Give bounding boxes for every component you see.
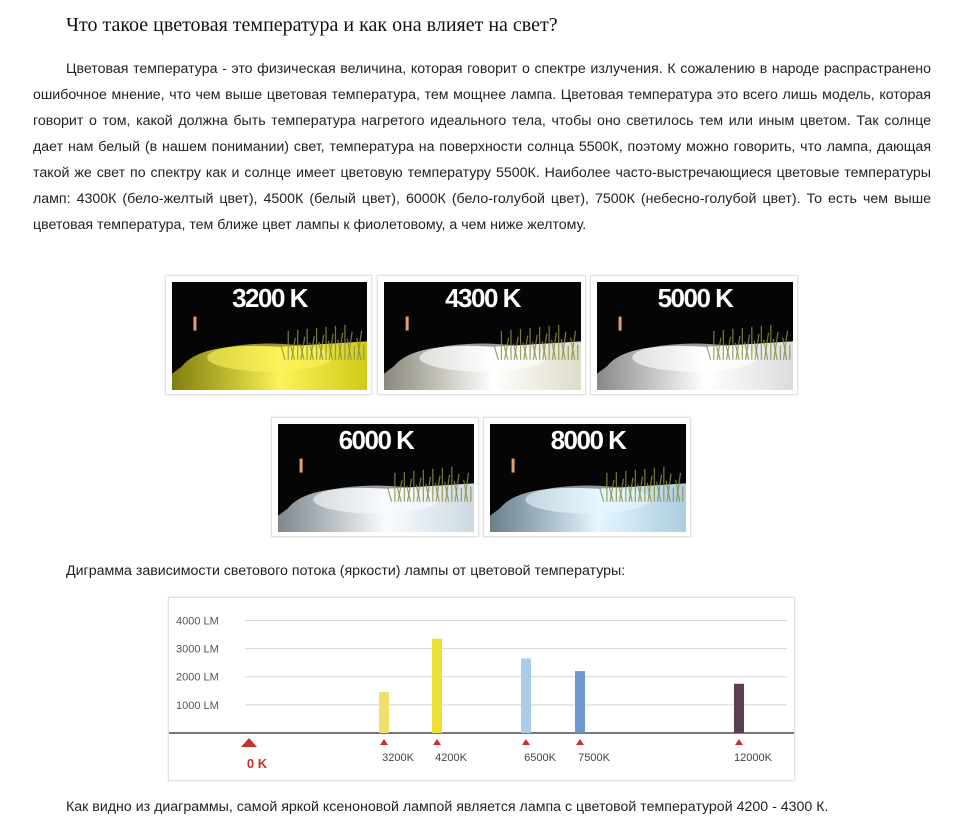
lamp-marker — [406, 317, 409, 331]
lamp-photo-card — [590, 275, 798, 395]
lamp-marker — [619, 317, 622, 331]
x-tick-marker — [380, 739, 388, 745]
y-tick-label: 2000 LM — [176, 671, 219, 684]
lamp-photo-card — [483, 417, 691, 537]
y-tick-label: 1000 LM — [176, 699, 219, 712]
lamp-temperature-label: 4300 K — [445, 283, 520, 313]
chart-bar — [379, 692, 389, 733]
lamp-photo-card — [377, 275, 586, 395]
lamp-photo — [278, 424, 474, 532]
lamp-marker — [512, 459, 515, 473]
lamp-photo — [490, 424, 686, 532]
lamp-photo — [172, 282, 367, 390]
lamp-temperature-label: 3200 K — [232, 283, 307, 313]
x-tick-label: 4200K — [435, 752, 467, 764]
origin-label: 0 K — [246, 756, 268, 771]
chart-bar — [521, 658, 531, 733]
origin-marker — [241, 738, 257, 747]
lamp-temperature-label: 5000 K — [657, 283, 733, 313]
lamp-temperature-label: 6000 K — [338, 425, 414, 455]
intro-paragraph: Цветовая температура - это физическая величина, которая говорит о спектре излучения. К сожалению в народе распрастранено ошибочное мнение, что чем выше цветовая температура, тем мощнее лампа. Цветовая температура это всего лишь модель, которая говорит о том, какой должна быть температура нагретого идеального тела, чтобы оно светилось тем или иным цветом. Так солнце дает нам белый (в нашем понимании) свет, температура на поверхности солнца 5500К, поэтому можно говорить, что лампа, дающая такой же свет по спектру как и солнце имеет цветовую температуру 5500К. Наиболее часто-выстречающиеся цветовые температуры ламп: 4300К (бело-желтый цвет), 4500К (белый цвет), 6000К (бело-голубой цвет), 7500К (небесно-голубой цвет). То есть чем выше цветовая температура, тем ближе цвет лампы к фиолетовому, а чем ниже желтому. — [33, 61, 931, 233]
lamp-photo-card — [165, 275, 372, 395]
x-tick-label: 6500K — [524, 752, 556, 764]
x-tick-marker — [576, 739, 584, 745]
chart-bar — [432, 639, 442, 733]
x-tick-marker — [522, 739, 530, 745]
x-tick-label: 7500K — [578, 752, 610, 764]
diagram-caption: Диграмма зависимости светового потока (яркости) лампы от цветовой температуры: — [66, 563, 626, 579]
y-tick-label: 3000 LM — [176, 643, 219, 656]
luminous-flux-chart — [168, 597, 795, 781]
y-tick-label: 4000 LM — [176, 615, 219, 628]
chart-bar — [734, 684, 744, 733]
lamp-temperature-label: 8000 K — [550, 425, 626, 455]
x-tick-label: 3200K — [382, 752, 414, 764]
article-title: Что такое цветовая температура и как она влияет на свет? — [66, 14, 558, 36]
conclusion-text: Как видно из диаграммы, самой яркой ксеноновой лампой является лампа с цветовой температурой 4200 - 4300 К. — [66, 799, 829, 815]
lamp-marker — [300, 459, 303, 473]
lamp-marker — [193, 317, 196, 331]
x-tick-label: 12000K — [734, 752, 772, 764]
chart-canvas — [169, 598, 794, 780]
lamp-photo — [384, 282, 581, 390]
x-tick-marker — [735, 739, 743, 745]
lamp-photo — [597, 282, 793, 390]
lamp-photo-card — [271, 417, 479, 537]
x-tick-marker — [433, 739, 441, 745]
chart-bar — [575, 671, 585, 733]
